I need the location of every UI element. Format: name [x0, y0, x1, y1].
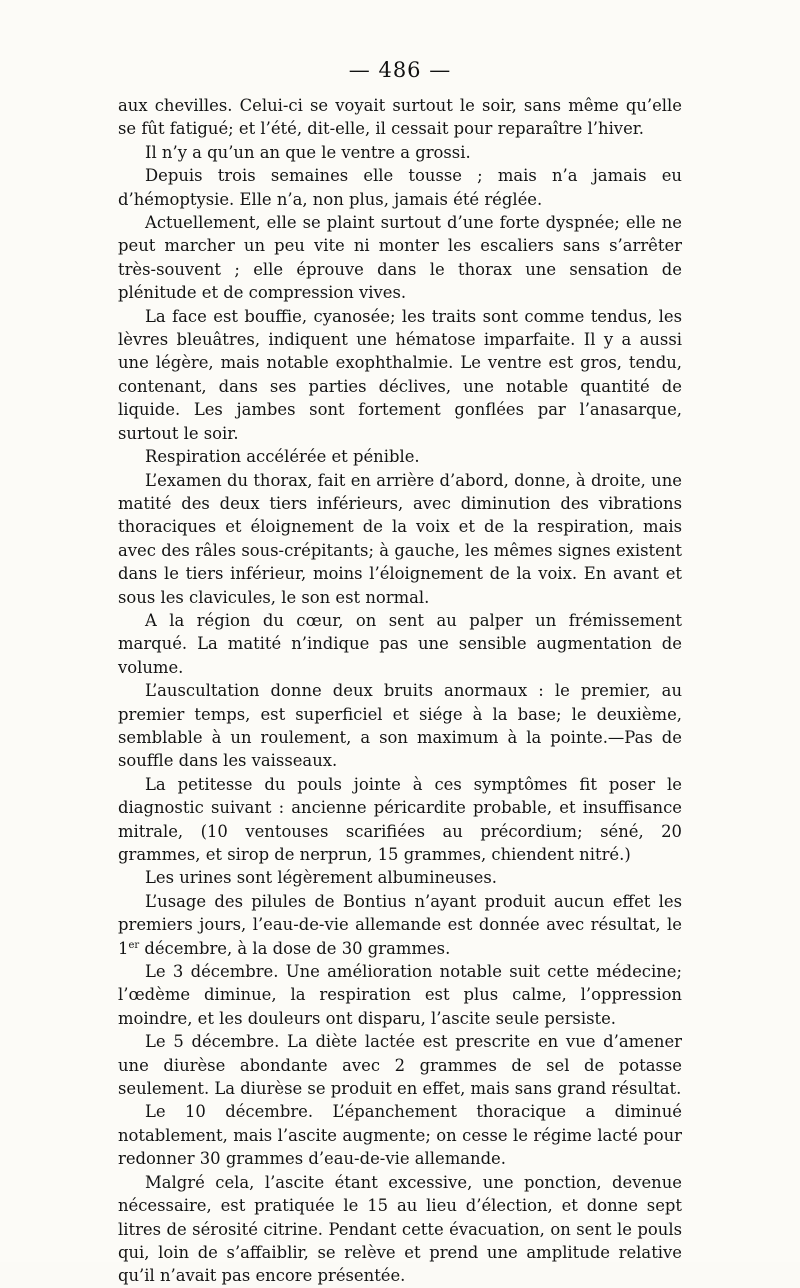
- paragraph-belly-grown: Il n’y a qu’un an que le ventre a grossi.: [145, 142, 471, 162]
- paragraph-dyspnea: Actuellement, elle se plaint surtout d’une forte dyspnée; elle ne peut marcher un peu vite ni monter les escaliers sans s’arrêter très-souvent ; elle éprouve dans le thorax une sensation de plénitude et de compression vives.: [118, 213, 682, 303]
- paragraph-face: La face est bouffie, cyanosée; les traits sont comme tendus, les lèvres bleuâtres, indiquent une hématose imparfaite. Il y a aussi une légère, mais notable exophthalmie. Le ventre est gros, tendu, contenant, dans ses parties déclives, une notable quantité de liquide. Les jambes sont fortement gonflées par l’anasarque, surtout le soir.: [118, 306, 682, 443]
- paragraph-puncture: Malgré cela, l’ascite étant excessive, une ponction, devenue nécessaire, est pratiquée le 15 au lieu d’élection, et donne sept litres de sérosité citrine. Pendant cette évacuation, on sent le pouls qui, loin de s’affaiblir, se relève et prend une amplitude relative qu’il n’avait pas encore présentée.: [118, 1172, 682, 1286]
- paragraph-dec-10: Le 10 décembre. L’épanchement thoracique a diminué notablement, mais l’ascite augmente; on cesse le régime lacté pour redonner 30 grammes d’eau-de-vie allemande.: [118, 1102, 682, 1169]
- body-text: [118, 94, 682, 1288]
- paragraph-respiration: Respiration accélérée et pénible.: [145, 447, 420, 467]
- ordinal-superscript: er: [128, 939, 140, 951]
- page-number: — 486 —: [348, 58, 452, 82]
- paragraph-urine: Les urines sont légèrement albumineuses.: [145, 868, 498, 888]
- paragraph-dec-5: Le 5 décembre. La diète lactée est prescrite en vue d’amener une diurèse abondante avec 2 grammes de sel de potasse seulement. La diurèse se produit en effet, mais sans grand résultat.: [118, 1032, 682, 1099]
- paragraph-cough: Depuis trois semaines elle tousse ; mais n’a jamais eu d’hémoptysie. Elle n’a, non plus, jamais été réglée.: [118, 166, 682, 209]
- paragraph-auscultation: L’auscultation donne deux bruits anormaux : le premier, au premier temps, est superficiel et siége à la base; le deuxième, semblable à un roulement, a son maximum à la pointe.—Pas de souffle dans les vaisseaux.: [118, 681, 682, 771]
- paragraph-bontius-pills: L’usage des pilules de Bontius n’ayant produit aucun effet les premiers jours, l’eau-de-vie allemande est donnée avec résultat, le 1er décembre, à la dose de 30 grammes.: [118, 891, 682, 958]
- paragraph-heart-region: A la région du cœur, on sent au palper un frémissement marqué. La matité n’indique pas une sensible augmentation de volume.: [118, 610, 682, 677]
- paragraph-dec-3: Le 3 décembre. Une amélioration notable suit cette médecine; l’œdème diminue, la respiration est plus calme, l’oppression moindre, et les douleurs ont disparu, l’ascite seule persiste.: [118, 962, 682, 1028]
- paragraph-diagnosis: La petitesse du pouls jointe à ces symptômes fit poser le diagnostic suivant : ancienne péricardite probable, et insuffisance mitrale, (10 ventouses scarifiées au précordium; séné, 20 grammes, et sirop de nerprun, 15 grammes, chiendent nitré.): [118, 774, 682, 864]
- paragraph-ankles: aux chevilles. Celui-ci se voyait surtout le soir, sans même qu’elle se fût fatigué; et l’été, dit-elle, il cessait pour reparaître l’hiver.: [118, 96, 682, 139]
- paragraph-thorax-exam: L’examen du thorax, fait en arrière d’abord, donne, à droite, une matité des deux tiers inférieurs, avec diminution des vibrations thoraciques et éloignement de la voix et de la respiration, mais avec des râles sous-crépitants; à gauche, les mêmes signes existent dans le tiers inférieur, moins l’éloignement de la voix. En avant et sous les clavicules, le son est normal.: [118, 470, 682, 607]
